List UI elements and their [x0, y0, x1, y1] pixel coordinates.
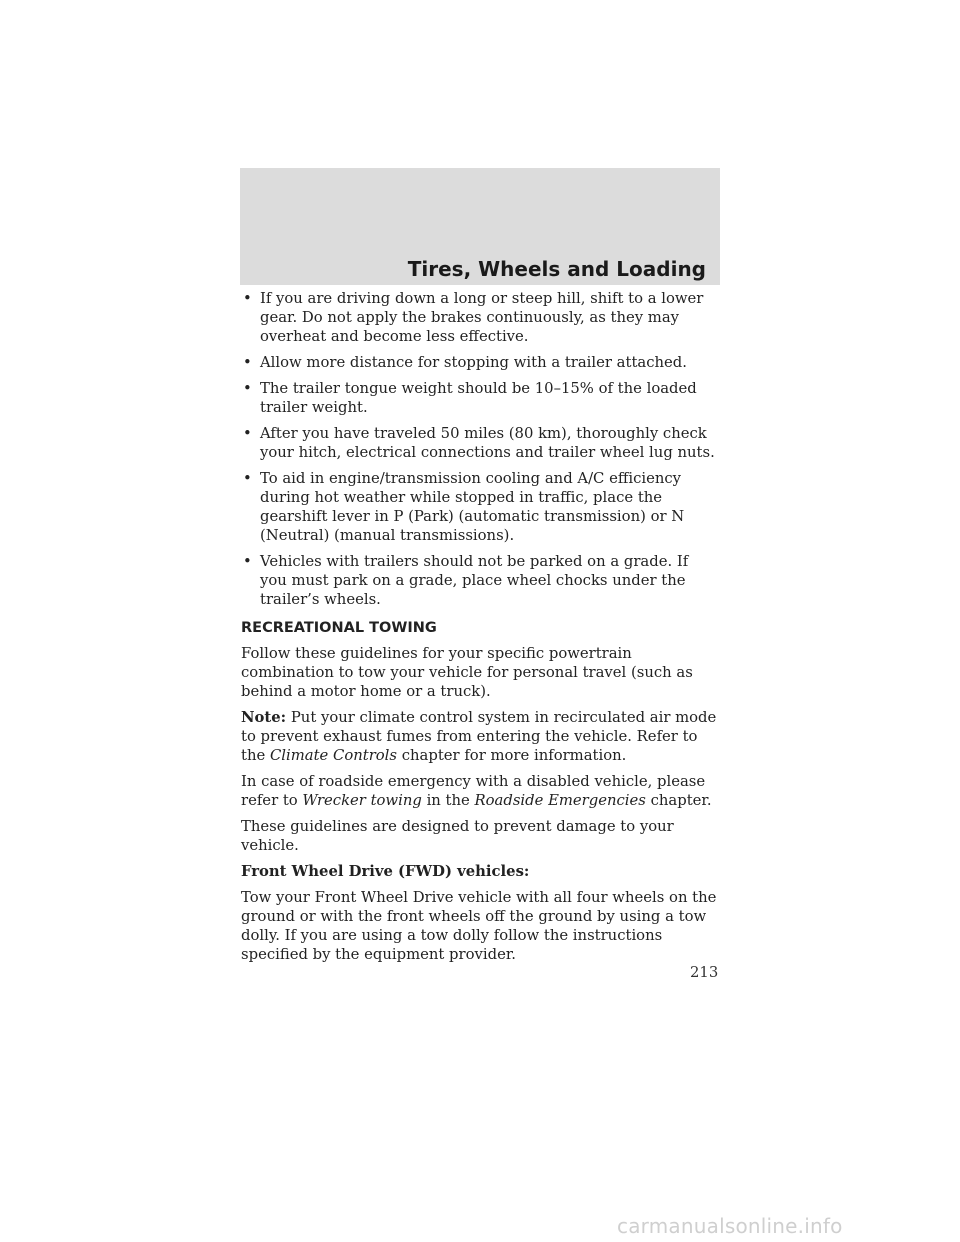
recreational-intro-paragraph: Follow these guidelines for your specific powertrain combination to tow your vehicle for personal travel (such as behind a motor home or a truck). [241, 645, 693, 700]
climate-controls-reference: Climate Controls [269, 747, 398, 764]
roadside-emergencies-reference: Roadside Emergencies [474, 792, 646, 809]
guidelines-paragraph: These guidelines are designed to prevent damage to your vehicle. [241, 818, 674, 854]
list-item [241, 424, 719, 462]
chapter-header-band [240, 168, 720, 285]
chapter-title: Tires, Wheels and Loading [407, 257, 706, 281]
note-label: Note: [241, 709, 287, 726]
bullet-icon: • [243, 354, 252, 371]
page-number: 213 [690, 964, 719, 981]
page-content [241, 289, 719, 971]
fwd-paragraph: Tow your Front Wheel Drive vehicle with all four wheels on the ground or with the front wheels off the ground by using a tow dolly. If you are using a tow dolly follow the instructions specified by the equipment provider. [241, 889, 717, 963]
list-item-text: The trailer tongue weight should be 10–15% of the loaded trailer weight. [260, 380, 697, 416]
bullet-icon: • [243, 470, 252, 487]
list-item [241, 469, 719, 545]
list-item [241, 353, 719, 372]
bullet-icon: • [243, 553, 252, 570]
towing-tips-list [241, 289, 719, 609]
note-paragraph [241, 708, 719, 765]
bullet-icon: • [243, 425, 252, 442]
emergency-text: In case of roadside emergency with a disabled vehicle, please refer to [241, 773, 706, 809]
list-item-text: After you have traveled 50 miles (80 km), thoroughly check your hitch, electrical connections and trailer wheel lug nuts. [260, 425, 715, 461]
list-item-text: If you are driving down a long or steep hill, shift to a lower gear. Do not apply the brakes continuously, as they may overheat and become less effective. [260, 290, 704, 345]
list-item [241, 552, 719, 609]
watermark-text: carmanualsonline.info [617, 1214, 843, 1238]
list-item-text: To aid in engine/transmission cooling and A/C efficiency during hot weather while stopped in traffic, place the gearshift lever in P (Park) (automatic transmission) or N (Neutral) (manual transmissions). [260, 470, 685, 544]
emergency-paragraph [241, 772, 719, 810]
note-text: Put your climate control system in recirculated air mode to prevent exhaust fumes from entering the vehicle. Refer to the [241, 709, 717, 764]
bullet-icon: • [243, 290, 252, 307]
list-item-text: Allow more distance for stopping with a trailer attached. [260, 354, 687, 371]
fwd-heading: Front Wheel Drive (FWD) vehicles: [241, 863, 530, 880]
list-item-text: Vehicles with trailers should not be parked on a grade. If you must park on a grade, place wheel chocks under the trailer’s wheels. [260, 553, 689, 608]
emergency-mid: in the [426, 792, 470, 809]
wrecker-towing-reference: Wrecker towing [302, 792, 422, 809]
emergency-tail: chapter. [650, 792, 712, 809]
note-tail: chapter for more information. [401, 747, 627, 764]
recreational-towing-heading: RECREATIONAL TOWING [241, 620, 437, 636]
bullet-icon: • [243, 380, 252, 397]
list-item [241, 379, 719, 417]
list-item [241, 289, 719, 346]
